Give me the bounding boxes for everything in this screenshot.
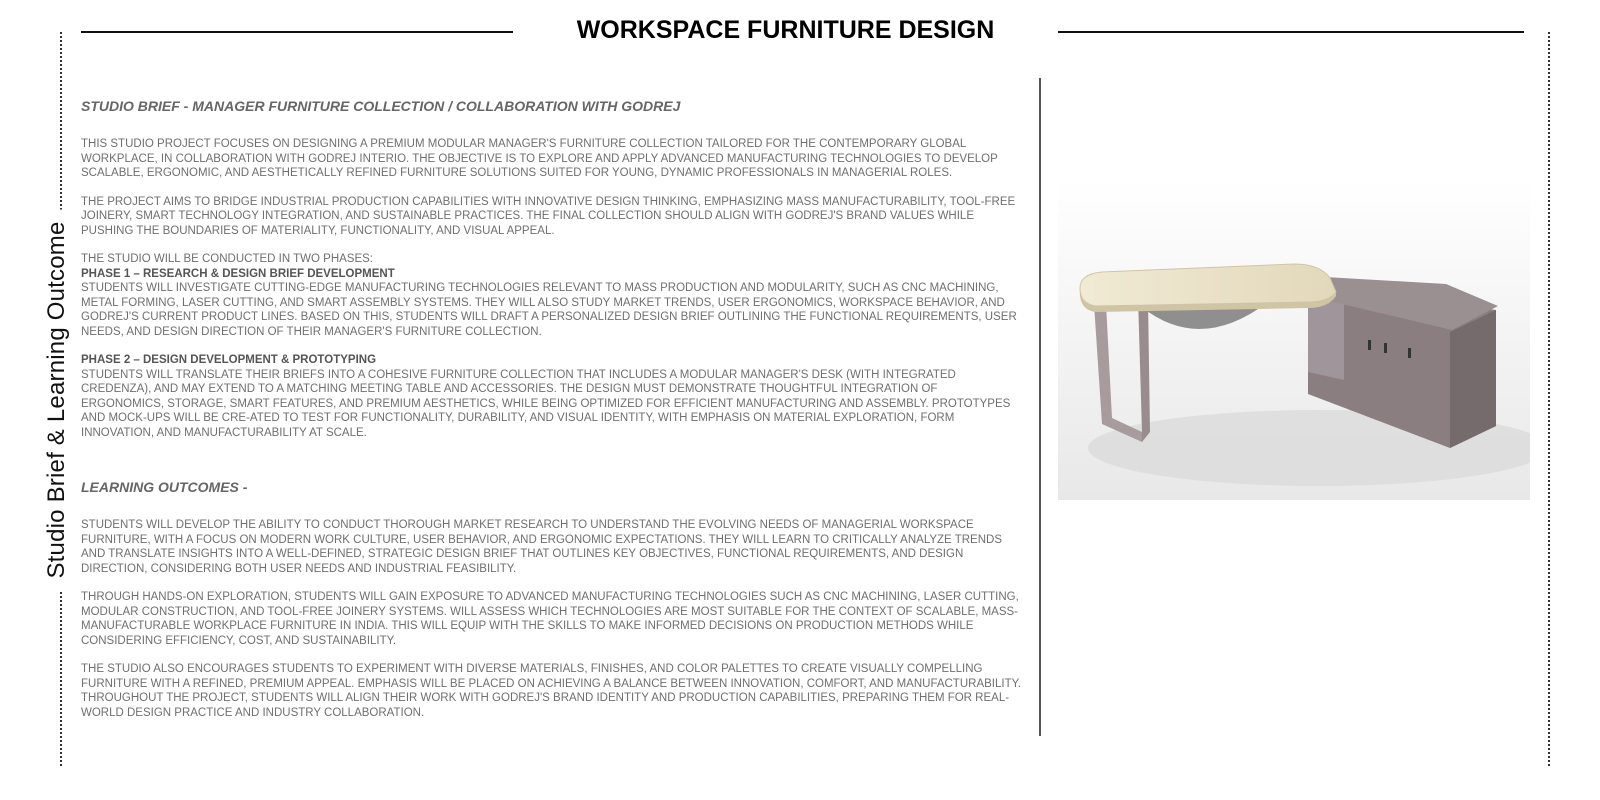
learning-outcomes-heading: LEARNING OUTCOMES - xyxy=(81,479,248,495)
phase1-text: STUDENTS WILL INVESTIGATE CUTTING-EDGE MANUFACTURING TECHNOLOGIES RELEVANT TO MASS PRODUCTION AND MODULARITY, SUCH AS CNC MACHINING, METAL FORMING, LASER CUTTING, AND SMART ASSEMBLY SYSTEMS. THEY WILL ALSO STUDY MARKET TRENDS, USER ERGONOMICS, WORKSPACE BEHAVIOR, AND GODREJ'S CURRENT PRODUCT LINES. BASED ON THIS, STUDENTS WILL DRAFT A PERSONALIZED DESIGN BRIEF OUTLINING THE FUNCTIONAL REQUIREMENTS, USER NEEDS, AND DESIGN DIRECTION OF THEIR MANAGER'S FURNITURE COLLECTION. xyxy=(81,282,1017,338)
knob xyxy=(1384,343,1387,353)
knob xyxy=(1408,348,1411,358)
right-dotted-border xyxy=(1548,32,1550,766)
desk-render-image xyxy=(1058,180,1530,500)
phases-intro: THE STUDIO WILL BE CONDUCTED IN TWO PHASES: xyxy=(81,253,374,265)
outcome-paragraph-1: STUDENTS WILL DEVELOP THE ABILITY TO CONDUCT THOROUGH MARKET RESEARCH TO UNDERSTAND THE EVOLVING NEEDS OF MANAGERIAL WORKSPACE FURNITURE, WITH A FOCUS ON MODERN WORK CULTURE, USER BEHAVIOR, AND ERGONOMIC EXPECTATIONS. THEY WILL LEARN TO CRITICALLY ANALYZE TRENDS AND TRANSLATE INSIGHTS INTO A WELL-DEFINED, STRATEGIC DESIGN BRIEF THAT OUTLINES KEY OBJECTIVES, FUNCTIONAL REQUIREMENTS, AND DESIGN DIRECTION, CONSIDERING BOTH USER NEEDS AND INDUSTRIAL FEASIBILITY. xyxy=(81,519,1002,575)
phase2-text: STUDENTS WILL TRANSLATE THEIR BRIEFS INTO A COHESIVE FURNITURE COLLECTION THAT INCLUDES A MODULAR MANAGER'S DESK (WITH INTEGRATED CREDENZA), AND MAY EXTEND TO A MATCHING MEETING TABLE AND ACCESSORIES. THE DESIGN MUST DEMONSTRATE THOUGHTFUL INTEGRATION OF ERGONOMICS, STORAGE, SMART FEATURES, AND PREMIUM AESTHETICS, WHILE BEING OPTIMIZED FOR EFFICIENT MANUFACTURING AND ASSEMBLY. PROTOTYPES AND MOCK-UPS WILL BE CRE-ATED TO TEST FOR FUNCTIONALITY, DURABILITY, AND VISUAL IDENTITY, WITH EMPHASIS ON MATERIAL EXPLORATION, FORM INNOVATION, AND MANUFACTURABILITY AT SCALE. xyxy=(81,368,1011,439)
outcome-paragraph-2: THROUGH HANDS-ON EXPLORATION, STUDENTS WILL GAIN EXPOSURE TO ADVANCED MANUFACTURING TECHNOLOGIES SUCH AS CNC MACHINING, LASER CUTTING, MODULAR CONSTRUCTION, AND TOOL-FREE JOINERY SYSTEMS. WILL ASSESS WHICH TECHNOLOGIES ARE MOST SUITABLE FOR THE CONTEXT OF SCALABLE, MASS-MANUFACTURABLE WORKPLACE FURNITURE IN INDIA. THIS WILL EQUIP WITH THE SKILLS TO MAKE INFORMED DECISIONS ON PRODUCTION METHODS WHILE CONSIDERING EFFICIENCY, COST, AND SUSTAINABILITY. xyxy=(81,591,1019,647)
knob xyxy=(1368,340,1371,350)
text-column xyxy=(81,97,1021,720)
phase1-title: PHASE 1 – RESEARCH & DESIGN BRIEF DEVELOPMENT xyxy=(81,267,395,280)
title-rule-left xyxy=(81,31,513,33)
phase2-title: PHASE 2 – DESIGN DEVELOPMENT & PROTOTYPING xyxy=(81,354,377,366)
column-divider xyxy=(1039,78,1041,736)
brief-paragraph-2: THE PROJECT AIMS TO BRIDGE INDUSTRIAL PRODUCTION CAPABILITIES WITH INNOVATIVE DESIGN THINKING, EMPHASIZING MASS MANUFACTURABILITY, TOOL-FREE JOINERY, SMART TECHNOLOGY INTEGRATION, AND SUSTAINABLE PRACTICES. THE FINAL COLLECTION SHOULD ALIGN WITH GODREJ'S BRAND VALUES WHILE PUSHING THE BOUNDARIES OF MATERIALITY, FUNCTIONALITY, AND VISUAL APPEAL. xyxy=(81,195,1016,237)
outcome-paragraph-3: THE STUDIO ALSO ENCOURAGES STUDENTS TO EXPERIMENT WITH DIVERSE MATERIALS, FINISHES, AND COLOR PALETTES TO CREATE VISUALLY COMPELLING FURNITURE WITH A REFINED, PREMIUM APPEAL. EMPHASIS WILL BE PLACED ON ACHIEVING A BALANCE BETWEEN INNOVATION, COMFORT, AND MANUFACTURABILITY. THROUGHOUT THE PROJECT, STUDENTS WILL ALIGN THEIR WORK WITH GODREJ'S BRAND IDENTITY AND PRODUCTION CAPABILITIES, PREPARING THEM FOR REAL-WORLD DESIGN PRACTICE AND INDUSTRY COLLABORATION. xyxy=(81,663,1021,719)
page-title: WORKSPACE FURNITURE DESIGN xyxy=(576,16,995,44)
credenza-niche xyxy=(1308,298,1344,380)
side-label: Studio Brief & Learning Outcome xyxy=(43,209,71,590)
brief-paragraph-1: THIS STUDIO PROJECT FOCUSES ON DESIGNING A PREMIUM MODULAR MANAGER'S FURNITURE COLLECTION TAILORED FOR THE CONTEMPORARY GLOBAL WORKPLACE, IN COLLABORATION WITH GODREJ INTERIO. THE OBJECTIVE IS TO EXPLORE AND APPLY ADVANCED MANUFACTURING TECHNOLOGIES TO DEVELOP SCALABLE, ERGONOMIC, AND AESTHETICALLY REFINED FURNITURE SOLUTIONS SUITED FOR YOUNG, DYNAMIC PROFESSIONALS IN MANAGERIAL ROLES. xyxy=(81,138,998,179)
studio-brief-heading: STUDIO BRIEF - MANAGER FURNITURE COLLECTION / COLLABORATION WITH GODREJ xyxy=(81,98,681,114)
title-rule-right xyxy=(1058,31,1524,33)
credenza-side xyxy=(1450,310,1496,448)
